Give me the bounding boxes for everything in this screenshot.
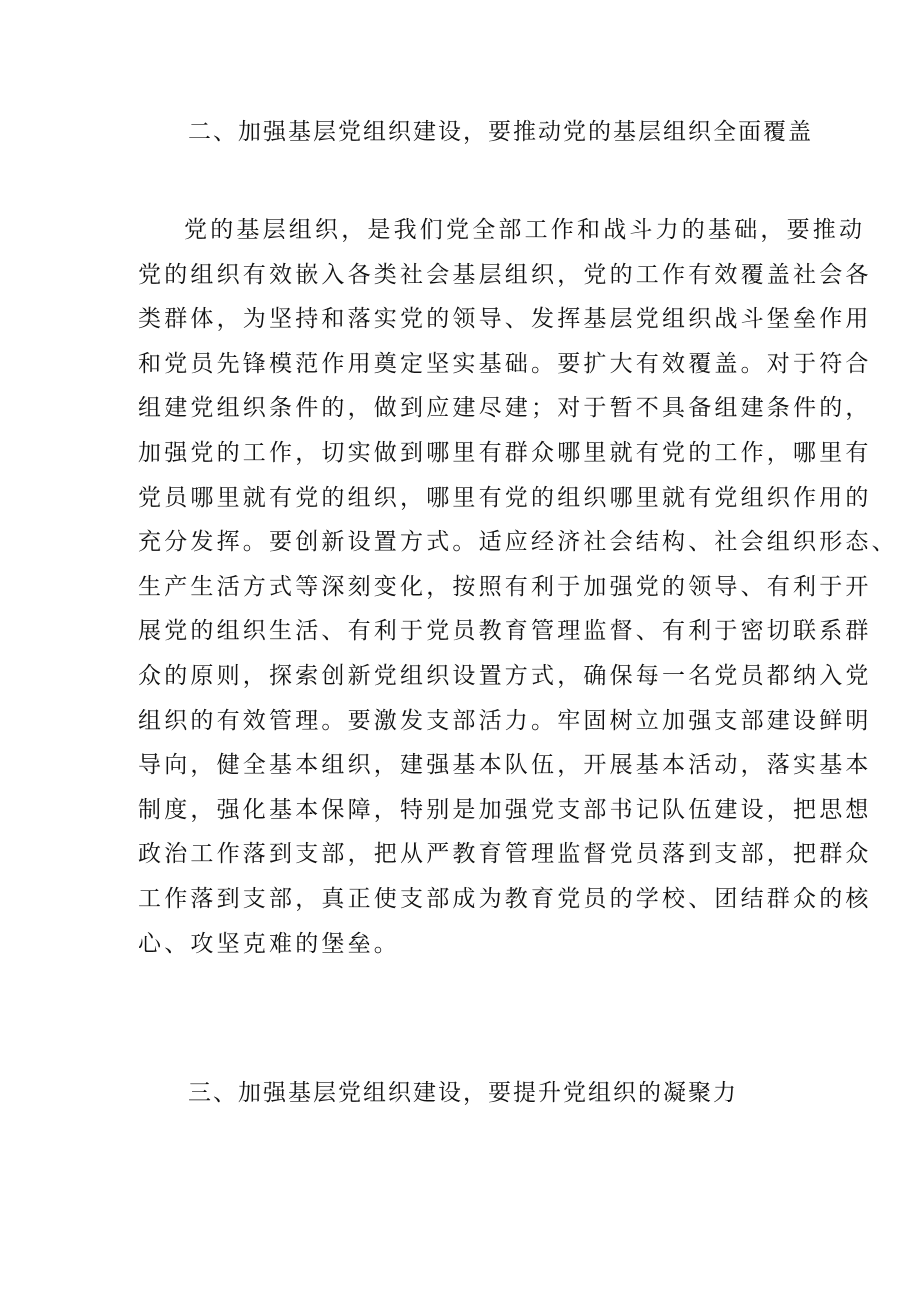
paragraph-line: 组织的有效管理。要激发支部活力。牢固树立加强支部建设鲜明 [138, 707, 872, 734]
paragraph-line: 导向，健全基本组织，建强基本队伍，开展基本活动，落实基本 [138, 752, 872, 779]
paragraph-line: 工作落到支部，真正使支部成为教育党员的学校、团结群众的核 [138, 885, 872, 912]
paragraph-line: 组建党组织条件的，做到应建尽建；对于暂不具备组建条件的， [138, 395, 872, 422]
section-2-heading: 二、加强基层党组织建设，要推动党的基层组织全面覆盖 [188, 119, 813, 145]
paragraph-line: 政治工作落到支部，把从严教育管理监督党员落到支部，把群众 [138, 841, 872, 868]
paragraph-line: 生产生活方式等深刻变化，按照有利于加强党的领导、有利于开 [138, 573, 872, 600]
paragraph-line: 党的基层组织，是我们党全部工作和战斗力的基础，要推动 [184, 217, 866, 243]
section-3-heading: 三、加强基层党组织建设，要提升党组织的凝聚力 [188, 1080, 738, 1106]
paragraph-line: 心、攻坚克难的堡垒。 [138, 930, 400, 957]
paragraph-line: 类群体，为坚持和落实党的领导、发挥基层党组织战斗堡垒作用 [138, 306, 872, 333]
paragraph-line: 展党的组织生活、有利于党员教育管理监督、有利于密切联系群 [138, 618, 872, 645]
paragraph-line: 党员哪里就有党的组织，哪里有党的组织哪里就有党组织作用的 [138, 484, 872, 511]
paragraph-line: 和党员先锋模范作用奠定坚实基础。要扩大有效覆盖。对于符合 [138, 350, 872, 377]
paragraph-line: 党的组织有效嵌入各类社会基层组织，党的工作有效覆盖社会各 [138, 261, 872, 288]
paragraph-line: 制度，强化基本保障，特别是加强党支部书记队伍建设，把思想 [138, 796, 872, 823]
paragraph-line: 众的原则，探索创新党组织设置方式，确保每一名党员都纳入党 [138, 662, 872, 689]
paragraph-line: 加强党的工作，切实做到哪里有群众哪里就有党的工作，哪里有 [138, 439, 872, 466]
section-2-paragraph [138, 208, 898, 966]
paragraph-line: 充分发挥。要创新设置方式。适应经济社会结构、社会组织形态、 [138, 529, 898, 556]
